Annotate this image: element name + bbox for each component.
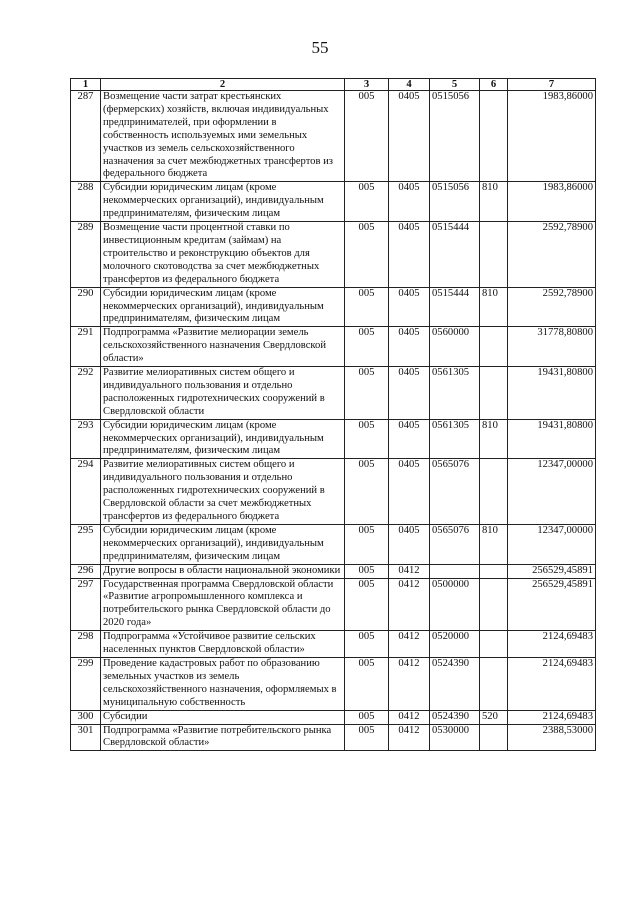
row-target-article: 0515056: [430, 182, 480, 222]
table-row: [71, 182, 596, 222]
row-amount: 12347,00000: [508, 459, 596, 525]
row-section-code: 0405: [389, 524, 430, 564]
row-expense-type: [480, 222, 508, 288]
row-number: 301: [71, 724, 101, 751]
row-number: 292: [71, 367, 101, 420]
row-expense-type: [480, 564, 508, 578]
row-name: Субсидии юридическим лицам (кроме некоммерческих организаций), индивидуальным предпринимателям, физическим лицам: [101, 419, 345, 459]
table-row: [71, 710, 596, 724]
row-name: Проведение кадастровых работ по образованию земельных участков из земель сельскохозяйственного назначения, оформляемых в муниципальную собственность: [101, 657, 345, 710]
row-target-article: 0560000: [430, 327, 480, 367]
table-row: [71, 91, 596, 182]
row-section-code: 0405: [389, 182, 430, 222]
row-expense-type: [480, 578, 508, 631]
row-target-article: 0561305: [430, 367, 480, 420]
row-expense-type: [480, 459, 508, 525]
row-grbs-code: 005: [345, 327, 389, 367]
row-name: Субсидии юридическим лицам (кроме некоммерческих организаций), индивидуальным предпринимателям, физическим лицам: [101, 524, 345, 564]
row-target-article: 0565076: [430, 459, 480, 525]
row-amount: 2592,78900: [508, 222, 596, 288]
row-grbs-code: 005: [345, 182, 389, 222]
table-row: [71, 419, 596, 459]
row-target-article: 0530000: [430, 724, 480, 751]
row-amount: 256529,45891: [508, 564, 596, 578]
row-grbs-code: 005: [345, 367, 389, 420]
table-row: [71, 222, 596, 288]
column-header: 2: [101, 79, 345, 91]
row-number: 291: [71, 327, 101, 367]
row-target-article: 0565076: [430, 524, 480, 564]
row-target-article: 0561305: [430, 419, 480, 459]
row-expense-type: 810: [480, 524, 508, 564]
row-number: 288: [71, 182, 101, 222]
row-expense-type: [480, 327, 508, 367]
row-expense-type: [480, 657, 508, 710]
row-amount: 1983,86000: [508, 182, 596, 222]
row-grbs-code: 005: [345, 524, 389, 564]
table-row: [71, 657, 596, 710]
row-grbs-code: 005: [345, 419, 389, 459]
row-amount: 31778,80800: [508, 327, 596, 367]
row-name: Другие вопросы в области национальной экономики: [101, 564, 345, 578]
row-section-code: 0412: [389, 710, 430, 724]
row-section-code: 0412: [389, 631, 430, 658]
row-section-code: 0405: [389, 91, 430, 182]
row-target-article: 0520000: [430, 631, 480, 658]
row-grbs-code: 005: [345, 631, 389, 658]
row-amount: 2124,69483: [508, 710, 596, 724]
row-name: Субсидии юридическим лицам (кроме некоммерческих организаций), индивидуальным предпринимателям, физическим лицам: [101, 287, 345, 327]
row-number: 294: [71, 459, 101, 525]
row-amount: 19431,80800: [508, 367, 596, 420]
row-section-code: 0405: [389, 222, 430, 288]
column-header: 5: [430, 79, 480, 91]
row-target-article: 0515056: [430, 91, 480, 182]
row-grbs-code: 005: [345, 222, 389, 288]
row-name: Возмещение части процентной ставки по инвестиционным кредитам (займам) на строительство и реконструкцию объектов для молочного скотоводства за счет межбюджетных трансфертов из федерального бюджета: [101, 222, 345, 288]
row-section-code: 0405: [389, 419, 430, 459]
column-header: 4: [389, 79, 430, 91]
row-target-article: 0515444: [430, 222, 480, 288]
row-grbs-code: 005: [345, 91, 389, 182]
column-header: 6: [480, 79, 508, 91]
row-target-article: 0524390: [430, 710, 480, 724]
budget-table: [70, 78, 596, 751]
row-name: Государственная программа Свердловской области «Развитие агропромышленного комплекса и потребительского рынка Свердловской области до 2020 года»: [101, 578, 345, 631]
table-row: [71, 367, 596, 420]
column-header: 1: [71, 79, 101, 91]
row-name: Развитие мелиоративных систем общего и индивидуального пользования и отдельно расположенных гидротехнических сооружений в Свердловской области за счет межбюджетных трансфертов из федерального бюджета: [101, 459, 345, 525]
row-number: 287: [71, 91, 101, 182]
row-target-article: 0515444: [430, 287, 480, 327]
table-row: [71, 578, 596, 631]
row-section-code: 0405: [389, 367, 430, 420]
table-row: [71, 631, 596, 658]
row-number: 295: [71, 524, 101, 564]
row-name: Субсидии юридическим лицам (кроме некоммерческих организаций), индивидуальным предпринимателям, физическим лицам: [101, 182, 345, 222]
table-row: [71, 287, 596, 327]
row-expense-type: [480, 91, 508, 182]
row-target-article: [430, 564, 480, 578]
row-grbs-code: 005: [345, 459, 389, 525]
row-section-code: 0412: [389, 724, 430, 751]
row-target-article: 0500000: [430, 578, 480, 631]
table-row: [71, 564, 596, 578]
row-number: 290: [71, 287, 101, 327]
row-number: 299: [71, 657, 101, 710]
row-number: 296: [71, 564, 101, 578]
row-amount: 2388,53000: [508, 724, 596, 751]
row-expense-type: 810: [480, 287, 508, 327]
table-header-row: [71, 79, 596, 91]
row-amount: 2124,69483: [508, 657, 596, 710]
row-amount: 1983,86000: [508, 91, 596, 182]
row-grbs-code: 005: [345, 657, 389, 710]
row-name: Развитие мелиоративных систем общего и индивидуального пользования и отдельно расположенных гидротехнических сооружений в Свердловской области: [101, 367, 345, 420]
row-section-code: 0405: [389, 459, 430, 525]
row-name: Подпрограмма «Развитие потребительского рынка Свердловской области»: [101, 724, 345, 751]
row-section-code: 0412: [389, 564, 430, 578]
row-expense-type: [480, 631, 508, 658]
row-grbs-code: 005: [345, 578, 389, 631]
row-expense-type: 810: [480, 182, 508, 222]
row-name: Подпрограмма «Развитие мелиорации земель сельскохозяйственного назначения Свердловской области»: [101, 327, 345, 367]
row-target-article: 0524390: [430, 657, 480, 710]
row-amount: 19431,80800: [508, 419, 596, 459]
row-expense-type: [480, 367, 508, 420]
row-number: 300: [71, 710, 101, 724]
row-number: 293: [71, 419, 101, 459]
row-amount: 2124,69483: [508, 631, 596, 658]
row-grbs-code: 005: [345, 710, 389, 724]
row-grbs-code: 005: [345, 287, 389, 327]
row-number: 298: [71, 631, 101, 658]
row-name: Субсидии: [101, 710, 345, 724]
row-expense-type: 520: [480, 710, 508, 724]
row-number: 297: [71, 578, 101, 631]
row-amount: 2592,78900: [508, 287, 596, 327]
row-section-code: 0405: [389, 287, 430, 327]
table-row: [71, 524, 596, 564]
row-section-code: 0412: [389, 657, 430, 710]
row-amount: 256529,45891: [508, 578, 596, 631]
row-amount: 12347,00000: [508, 524, 596, 564]
row-name: Возмещение части затрат крестьянских (фермерских) хозяйств, включая индивидуальных предпринимателей, при оформлении в собственность используемых ими земельных участков из земель сельскохозяйственного назначения за счет межбюджетных трансфертов из федерального бюджета: [101, 91, 345, 182]
page-number: 55: [311, 38, 329, 57]
row-grbs-code: 005: [345, 724, 389, 751]
row-expense-type: 810: [480, 419, 508, 459]
row-number: 289: [71, 222, 101, 288]
row-expense-type: [480, 724, 508, 751]
table-row: [71, 459, 596, 525]
column-header: 3: [345, 79, 389, 91]
table-row: [71, 327, 596, 367]
row-section-code: 0405: [389, 327, 430, 367]
table-row: [71, 724, 596, 751]
row-grbs-code: 005: [345, 564, 389, 578]
row-name: Подпрограмма «Устойчивое развитие сельских населенных пунктов Свердловской области»: [101, 631, 345, 658]
column-header: 7: [508, 79, 596, 91]
row-section-code: 0412: [389, 578, 430, 631]
